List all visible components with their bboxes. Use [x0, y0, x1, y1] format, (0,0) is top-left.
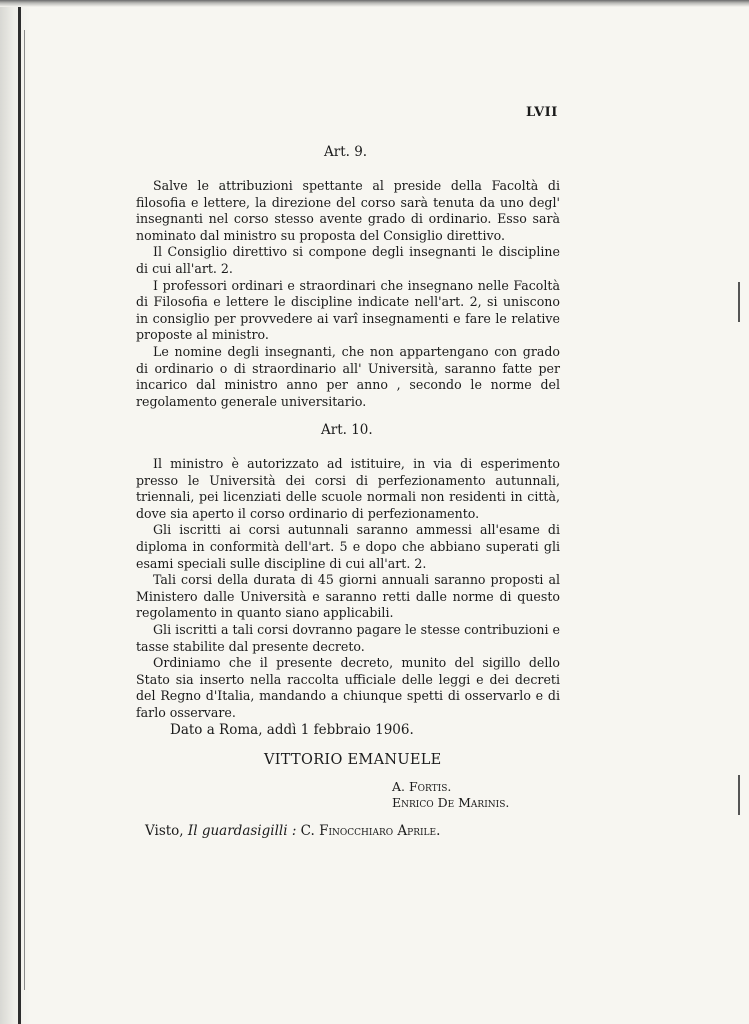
article-10-heading: Art. 10. [321, 422, 373, 438]
paragraph: Le nomine degli insegnanti, che non appartengano con grado di ordinario o di straordinario all' Università, saranno fatte per incarico dal ministro anno per anno , secondo le norme del regolamento generale universitario. [136, 343, 560, 409]
page-number: LVII [526, 105, 558, 120]
paragraph: Il ministro è autorizzato ad istituire, in via di esperimento presso le Università dei corsi di perfezionamento autunnali, triennali, pei licenziati delle scuole normali non residenti in città, dove sia aperto il corso ordinario di perfezionamento. [136, 456, 560, 521]
signature-king: VITTORIO EMANUELE [264, 752, 442, 768]
paragraph: Tali corsi della durata di 45 giorni annuali saranno proposti al Ministero dalle Università e saranno retti dalle norme di questo regolamento in quanto siano applicabili. [136, 572, 560, 621]
paragraph: Ordiniamo che il presente decreto, munito del sigillo dello Stato sia inserto nella raccolta ufficiale delle leggi e dei decreti del Regno d'Italia, mandando a chiunque spetti di osservarlo e di farlo osservare. [136, 655, 560, 720]
scan-right-mark [738, 775, 740, 815]
article-9-heading: Art. 9. [324, 144, 368, 160]
article-10-body [136, 456, 560, 722]
signature-minister-1: A. Fortis. [392, 779, 452, 794]
paragraph: I professori ordinari e straordinari che insegnano nelle Facoltà di Filosofia e lettere le discipline indicate nell'art. 2, si uniscono in consiglio per provvedere ai varî insegnamenti e fare le relative proposte al ministro. [136, 277, 560, 343]
paragraph: Il Consiglio direttivo si compone degli insegnanti le discipline di cui all'art. 2. [136, 244, 560, 276]
visto-title: Il guardasigilli : [187, 823, 297, 839]
paragraph: Salve le attribuzioni spettante al preside della Facoltà di filosofia e lettere, la direzione del corso sarà tenuta da uno degl' insegnanti nel corso stesso avente grado di ordinario. Esso sarà nominato dal ministro su proposta del Consiglio direttivo. [136, 178, 560, 243]
visto-prefix: Visto, [145, 823, 184, 839]
paragraph: Gli iscritti a tali corsi dovranno pagare le stesse contribuzioni e tasse stabilite dal presente decreto. [136, 621, 560, 654]
article-9-body [136, 178, 560, 410]
scan-right-mark [738, 282, 740, 322]
visto-line [145, 823, 440, 839]
binding-line [18, 0, 21, 1024]
date-line: Dato a Roma, addì 1 febbraio 1906. [170, 722, 414, 738]
signature-minister-2: Enrico De Marinis. [392, 795, 510, 810]
paragraph: Gli iscritti ai corsi autunnali saranno ammessi all'esame di diploma in conformità dell'art. 5 e dopo che abbiano superati gli esami speciali sulle discipline di cui all'art. 2. [136, 522, 560, 571]
scan-top-edge [0, 0, 749, 7]
visto-name: C. Finocchiaro Aprile. [300, 823, 441, 839]
scan-left-edge [0, 0, 30, 1024]
binding-line-shadow [24, 30, 25, 990]
